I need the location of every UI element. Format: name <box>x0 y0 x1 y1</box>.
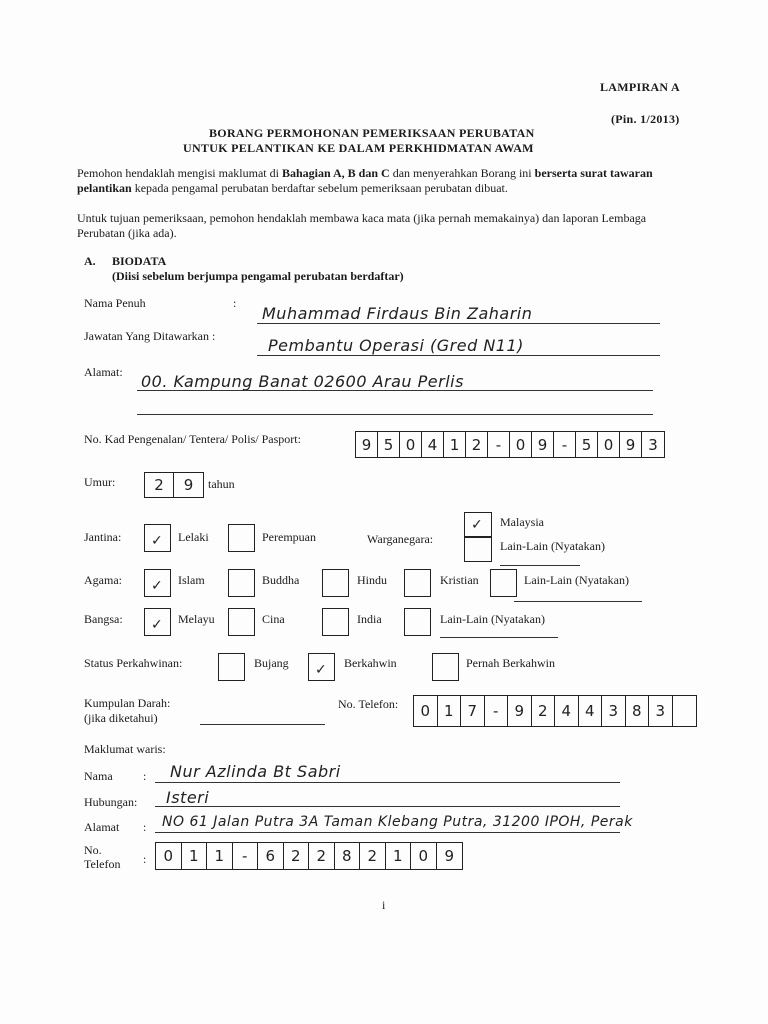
colon: : <box>143 852 147 866</box>
warganegara-lainlain-line <box>500 565 580 566</box>
waris-nama-value: Nur Azlinda Bt Sabri <box>170 762 341 781</box>
perempuan-label: Perempuan <box>262 530 316 544</box>
digit-cell: 2 <box>466 432 488 457</box>
digit-cell: 3 <box>648 435 658 454</box>
bangsa-lainlain-line <box>440 637 558 638</box>
melayu-label: Melayu <box>178 612 215 626</box>
waris-heading: Maklumat waris: <box>84 742 166 756</box>
digit-cell: - <box>233 843 259 869</box>
section-subtitle: (Diisi sebelum berjumpa pengamal perubatan berdaftar) <box>112 269 404 283</box>
telefon-digit-boxes <box>413 695 697 727</box>
digit-cell: 0 <box>598 432 620 457</box>
jawatan-label: Jawatan Yang Ditawarkan : <box>84 329 216 343</box>
digit-cell: 9 <box>444 847 455 865</box>
digit-cell: 1 <box>386 843 412 869</box>
digit-cell: 6 <box>258 843 284 869</box>
kumpulan-darah-label: Kumpulan Darah: <box>84 696 171 710</box>
digit-cell: 9 <box>183 476 194 494</box>
agama-hindu-checkbox[interactable] <box>322 569 349 597</box>
digit-cell: 0 <box>400 432 422 457</box>
tick-mark: ✓ <box>315 662 327 678</box>
jawatan-value: Pembantu Operasi (Gred N11) <box>268 336 524 355</box>
digit-cell <box>673 696 697 726</box>
kumpulan-darah-sub: (jika diketahui) <box>84 711 158 725</box>
form-title-line2: UNTUK PELANTIKAN KE DALAM PERKHIDMATAN AWAM <box>183 141 534 155</box>
waris-telefon-label-line1: No. <box>84 843 102 857</box>
agama-lainlain-line <box>514 601 642 602</box>
buddha-label: Buddha <box>262 573 300 587</box>
tahun-label: tahun <box>208 477 235 491</box>
digit-cell: 4 <box>579 696 603 726</box>
umur-label: Umur: <box>84 475 116 489</box>
warganegara-malaysia-checkbox[interactable] <box>464 512 492 537</box>
alamat-value: 00. Kampung Banat 02600 Arau Perlis <box>141 372 464 391</box>
warganegara-lainlain-label: Lain-Lain (Nyatakan) <box>500 539 605 553</box>
jantina-perempuan-checkbox[interactable] <box>228 524 255 552</box>
digit-cell: 5 <box>576 432 598 457</box>
colon: : <box>143 820 147 834</box>
kumpulan-darah-line <box>200 724 325 725</box>
digit-cell: 9 <box>620 432 642 457</box>
bangsa-lainlain-checkbox[interactable] <box>404 608 431 636</box>
digit-cell: 5 <box>378 432 400 457</box>
alamat-label: Alamat: <box>84 365 123 379</box>
intro-text: Pemohon hendaklah mengisi maklumat di <box>77 166 282 180</box>
islam-label: Islam <box>178 573 205 587</box>
waris-alamat-line <box>155 832 620 833</box>
digit-cell: 0 <box>411 843 437 869</box>
agama-islam-checkbox[interactable] <box>144 569 171 597</box>
section-letter: A. <box>84 254 96 268</box>
waris-nama-label: Nama <box>84 769 113 783</box>
bangsa-cina-checkbox[interactable] <box>228 608 255 636</box>
digit-cell: 2 <box>532 696 556 726</box>
waris-alamat-label: Alamat <box>84 820 120 834</box>
umur-digit-boxes <box>144 472 204 498</box>
digit-cell: 1 <box>182 843 208 869</box>
digit-cell: - <box>485 696 509 726</box>
colon: : <box>233 296 237 310</box>
digit-cell: 1 <box>438 696 462 726</box>
waris-nama-line <box>155 782 620 783</box>
lelaki-label: Lelaki <box>178 530 209 544</box>
alamat-line-2 <box>137 414 653 415</box>
digit-cell: 3 <box>602 696 626 726</box>
digit-cell: 2 <box>284 843 310 869</box>
warganegara-label: Warganegara: <box>367 532 434 546</box>
kp-label: No. Kad Pengenalan/ Tentera/ Polis/ Pasport: <box>84 432 301 446</box>
alamat-line-1 <box>137 390 653 391</box>
bangsa-melayu-checkbox[interactable] <box>144 608 171 636</box>
agama-lainlain-label: Lain-Lain (Nyatakan) <box>524 573 629 587</box>
bangsa-label: Bangsa: <box>84 612 123 626</box>
agama-buddha-checkbox[interactable] <box>228 569 255 597</box>
jantina-lelaki-checkbox[interactable] <box>144 524 171 552</box>
digit-cell: 8 <box>626 696 650 726</box>
bujang-label: Bujang <box>254 656 289 670</box>
tick-mark: ✓ <box>471 517 483 533</box>
digit-cell: 4 <box>555 696 579 726</box>
page-number: i <box>382 898 386 912</box>
digit-cell: 2 <box>145 473 174 497</box>
digit-cell: - <box>488 432 510 457</box>
intro-paragraph-1 <box>77 166 692 196</box>
intro-text: kepada pengamal perubatan berdaftar sebelum pemeriksaan perubatan dibuat. <box>131 181 508 195</box>
intro-paragraph-2: Untuk tujuan pemeriksaan, pemohon hendaklah membawa kaca mata (jika pernah memakainya) dan laporan Lembaga Perubatan (jika ada). <box>77 211 647 240</box>
nama-penuh-value: Muhammad Firdaus Bin Zaharin <box>262 304 533 323</box>
waris-hubungan-label: Hubungan: <box>84 795 138 809</box>
digit-cell: 7 <box>461 696 485 726</box>
kristian-label: Kristian <box>440 573 479 587</box>
pernah-berkahwin-label: Pernah Berkahwin <box>466 656 555 670</box>
digit-cell: 9 <box>532 432 554 457</box>
digit-cell: 1 <box>444 432 466 457</box>
intro-bold-sections: Bahagian A, B dan C <box>281 166 390 180</box>
digit-cell: - <box>554 432 576 457</box>
jantina-label: Jantina: <box>84 530 122 544</box>
intro-text: dan menyerahkan Borang ini <box>389 166 535 180</box>
digit-cell: 9 <box>356 432 378 457</box>
digit-cell: 3 <box>649 696 673 726</box>
cina-label: Cina <box>262 612 285 626</box>
malaysia-label: Malaysia <box>500 515 544 529</box>
bangsa-india-checkbox[interactable] <box>322 608 349 636</box>
digit-cell: 2 <box>360 843 386 869</box>
hindu-label: Hindu <box>357 573 387 587</box>
tick-mark: ✓ <box>151 617 163 633</box>
india-label: India <box>357 612 382 626</box>
tick-mark: ✓ <box>151 533 163 549</box>
waris-telefon-label-line2: Telefon <box>84 857 121 871</box>
digit-cell: 8 <box>335 843 361 869</box>
agama-kristian-checkbox[interactable] <box>404 569 431 597</box>
telefon-label: No. Telefon: <box>338 697 399 711</box>
status-bujang-checkbox[interactable] <box>218 653 245 681</box>
digit-cell: 4 <box>422 432 444 457</box>
status-pernah-berkahwin-checkbox[interactable] <box>432 653 459 681</box>
berkahwin-label: Berkahwin <box>344 656 397 670</box>
section-title: BIODATA <box>112 254 167 268</box>
digit-cell: 2 <box>309 843 335 869</box>
digit-cell: 0 <box>414 696 438 726</box>
status-berkahwin-checkbox[interactable] <box>308 653 335 681</box>
waris-telefon-digit-boxes <box>155 842 463 870</box>
form-title-line1: BORANG PERMOHONAN PEMERIKSAAN PERUBATAN <box>209 126 535 140</box>
pin-label: (Pin. 1/2013) <box>611 112 680 126</box>
waris-alamat-value: NO 61 Jalan Putra 3A Taman Klebang Putra, 31200 IPOH, Perak <box>162 814 633 830</box>
digit-cell: 0 <box>156 843 182 869</box>
jawatan-line <box>257 355 660 356</box>
waris-hubungan-line <box>155 806 620 807</box>
nama-penuh-line <box>257 323 660 324</box>
intro-bold-surat: berserta surat tawaran pelantikan <box>77 166 653 195</box>
agama-label: Agama: <box>84 573 122 587</box>
kp-digit-boxes <box>355 431 665 458</box>
agama-lainlain-checkbox[interactable] <box>490 569 517 597</box>
digit-cell: 0 <box>510 432 532 457</box>
digit-cell: 1 <box>207 843 233 869</box>
bangsa-lainlain-label: Lain-Lain (Nyatakan) <box>440 612 545 626</box>
waris-hubungan-value: Isteri <box>166 788 210 807</box>
tick-mark: ✓ <box>151 578 163 594</box>
nama-penuh-label: Nama Penuh <box>84 296 146 310</box>
lampiran-label: LAMPIRAN A <box>600 80 680 94</box>
digit-cell: 9 <box>508 696 532 726</box>
status-perkahwinan-label: Status Perkahwinan: <box>84 656 183 670</box>
warganegara-lainlain-checkbox[interactable] <box>464 537 492 562</box>
colon: : <box>143 769 147 783</box>
